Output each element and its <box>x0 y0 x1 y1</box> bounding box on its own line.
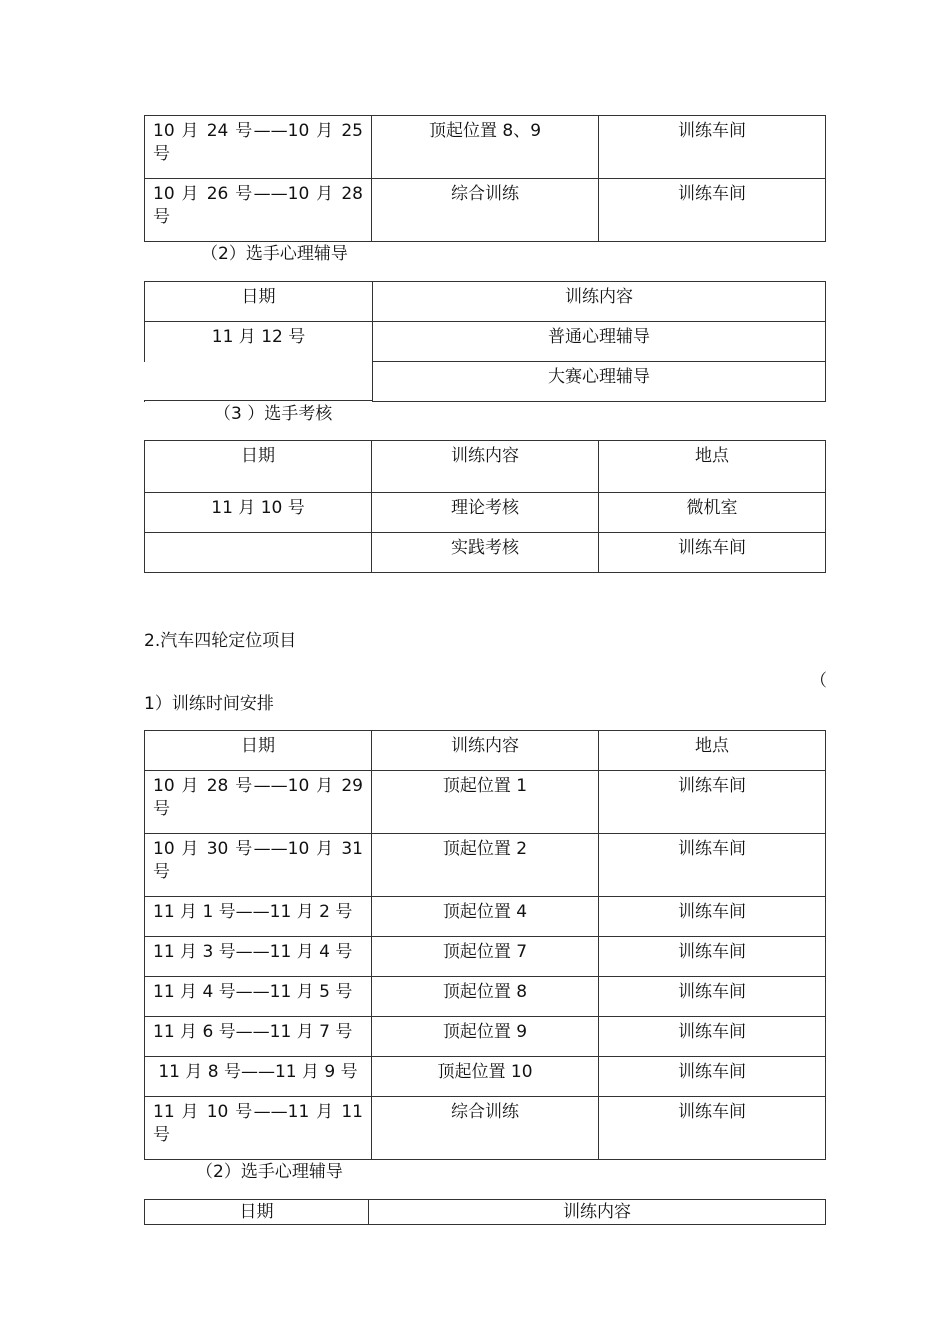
place-cell: 训练车间 <box>599 179 826 242</box>
border-gap <box>143 362 146 400</box>
date-cell <box>145 533 372 573</box>
schedule-table-continued <box>144 115 826 242</box>
place-cell: 训练车间 <box>599 1057 826 1097</box>
content-cell: 顶起位置 8、9 <box>372 116 599 179</box>
header-place: 地点 <box>599 441 826 493</box>
place-cell: 训练车间 <box>599 1017 826 1057</box>
header-content: 训练内容 <box>372 731 599 771</box>
content-cell: 顶起位置 1 <box>372 771 599 834</box>
content-cell: 普通心理辅导 <box>373 322 826 362</box>
content-cell: 顶起位置 10 <box>372 1057 599 1097</box>
date-cell: 11 月 1 号——11 月 2 号 <box>145 897 372 937</box>
content-cell: 理论考核 <box>372 493 599 533</box>
table-row <box>145 322 826 362</box>
table-row <box>145 1097 826 1160</box>
content-cell: 顶起位置 7 <box>372 937 599 977</box>
content-cell: 实践考核 <box>372 533 599 573</box>
table-row <box>145 116 826 179</box>
place-cell: 训练车间 <box>599 937 826 977</box>
section-heading-schedule: 1）训练时间安排 <box>144 694 274 714</box>
header-date: 日期 <box>145 731 372 771</box>
content-cell: 顶起位置 4 <box>372 897 599 937</box>
table-row <box>145 834 826 897</box>
header-date: 日期 <box>145 282 373 322</box>
date-cell: 11 月 10 号 <box>145 493 372 533</box>
place-cell: 训练车间 <box>599 834 826 897</box>
table-row <box>145 493 826 533</box>
date-cell: 11 月 6 号——11 月 7 号 <box>145 1017 372 1057</box>
table-row <box>145 897 826 937</box>
place-cell: 微机室 <box>599 493 826 533</box>
content-cell: 顶起位置 2 <box>372 834 599 897</box>
date-cell: 11 月 4 号——11 月 5 号 <box>145 977 372 1017</box>
table-row <box>145 1017 826 1057</box>
header-date: 日期 <box>145 441 372 493</box>
project-title: 2.汽车四轮定位项目 <box>144 631 297 651</box>
alignment-schedule-table <box>144 730 826 1160</box>
date-cell: 11 月 3 号——11 月 4 号 <box>145 937 372 977</box>
psych-table-1 <box>144 281 826 402</box>
header-content: 训练内容 <box>369 1200 826 1225</box>
place-cell: 训练车间 <box>599 1097 826 1160</box>
date-cell: 10 月 26 号——10 月 28 号 <box>145 179 372 242</box>
table-header-row <box>145 282 826 322</box>
content-cell: 顶起位置 8 <box>372 977 599 1017</box>
content-cell: 综合训练 <box>372 179 599 242</box>
table-header-row <box>145 441 826 493</box>
place-cell: 训练车间 <box>599 977 826 1017</box>
table-row <box>145 771 826 834</box>
date-cell: 10 月 24 号——10 月 25 号 <box>145 116 372 179</box>
section-heading-psych-2: （2）选手心理辅导 <box>196 1162 343 1182</box>
table-header-row <box>145 731 826 771</box>
date-cell: 11 月 10 号——11 月 11 号 <box>145 1097 372 1160</box>
assessment-table <box>144 440 826 573</box>
date-cell: 10 月 28 号——10 月 29 号 <box>145 771 372 834</box>
psych-table-2 <box>144 1199 826 1225</box>
bottom-rule <box>144 400 373 401</box>
table-row <box>145 533 826 573</box>
date-cell: 10 月 30 号——10 月 31 号 <box>145 834 372 897</box>
header-place: 地点 <box>599 731 826 771</box>
table-row <box>145 937 826 977</box>
date-cell: 11 月 8 号——11 月 9 号 <box>145 1057 372 1097</box>
table-row <box>145 1057 826 1097</box>
header-content: 训练内容 <box>372 441 599 493</box>
date-cell: 11 月 12 号 <box>145 322 373 402</box>
header-content: 训练内容 <box>373 282 826 322</box>
table-row <box>145 977 826 1017</box>
paren-mark: （ <box>810 671 827 691</box>
table-header-row <box>145 1200 826 1225</box>
section-heading-exam: （3 ）选手考核 <box>214 404 333 424</box>
place-cell: 训练车间 <box>599 116 826 179</box>
place-cell: 训练车间 <box>599 771 826 834</box>
content-cell: 综合训练 <box>372 1097 599 1160</box>
section-heading-psych-1: （2）选手心理辅导 <box>201 244 348 264</box>
header-date: 日期 <box>145 1200 369 1225</box>
content-cell: 大赛心理辅导 <box>373 362 826 402</box>
table-row <box>145 179 826 242</box>
place-cell: 训练车间 <box>599 897 826 937</box>
place-cell: 训练车间 <box>599 533 826 573</box>
content-cell: 顶起位置 9 <box>372 1017 599 1057</box>
